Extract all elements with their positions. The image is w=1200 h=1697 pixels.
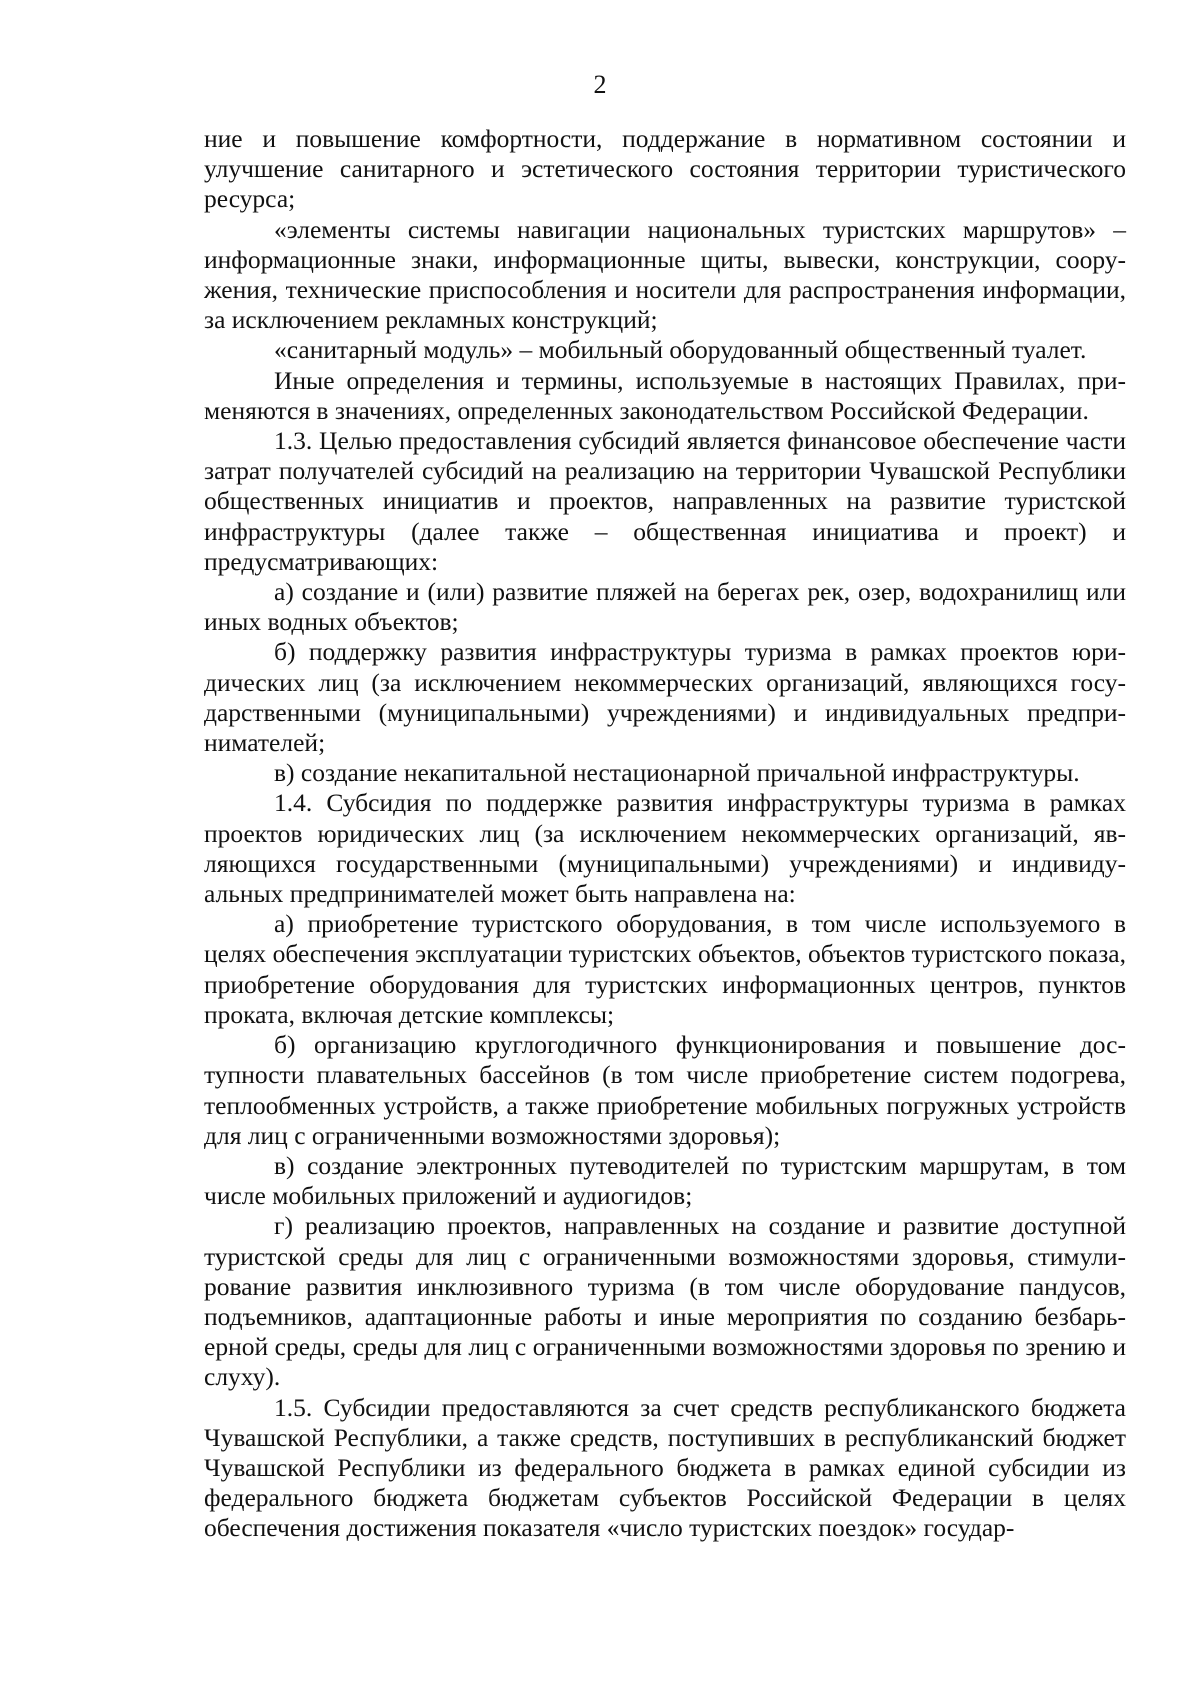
paragraph-14: 1.5. Субсидии предоставляются за счет средств республиканского бюджета Чувашской Республики, а также средств, поступивших в республиканский бюджет Чувашской Республики из федерального бюджета в рамках единой субсидии из федерального бюджета бюджетам субъектов Российской Федерации в целях обеспечения достижения показателя «число туристских поездок» государ- [204,1392,1126,1543]
paragraph-1: ние и повышение комфортности, поддержание в нормативном состоянии и улучшение санитарного и эстетического состояния территории туристического ресурса; [204,124,1126,214]
paragraph-7: б) поддержку развития инфраструктуры туризма в рамках проектов юридических лиц (за исключением некоммерческих организаций, являющихся государственными (муниципальными) учреждениями) и индивидуальных предпринимателей; [204,637,1126,758]
paragraph-8: в) создание некапитальной нестационарной причальной инфраструктуры. [274,758,1080,788]
paragraph-6: а) создание и (или) развитие пляжей на берегах рек, озер, водохранилищ или иных водных объектов; [204,577,1126,637]
paragraph-13: г) реализацию проектов, направленных на создание и развитие доступной туристской среды для лиц с ограниченными возможностями здоровья, стимулирование развития инклюзивного туризма (в том числе оборудование пандусов, подъемников, адаптационные работы и иные мероприятия по созданию безбарьерной среды, среды для лиц с ограниченными возможностями здоровья по зрению и слуху). [204,1211,1126,1392]
document-body [204,124,1126,1544]
paragraph-2: «элементы системы навигации национальных туристских маршрутов» – информационные знаки, информационные щиты, вывески, конструкции, сооружения, технические приспособления и носители для распространения информации, за исключением рекламных конструкций; [204,214,1126,335]
paragraph-10: а) приобретение туристского оборудования, в том числе используемого в целях обеспечения эксплуатации туристских объектов, объектов туристского показа, приобретение оборудования для туристских информационных центров, пунктов проката, включая детские комплексы; [204,909,1126,1029]
paragraph-12: в) создание электронных путеводителей по туристским маршрутам, в том числе мобильных приложений и аудиогидов; [204,1150,1126,1211]
page-number: 2 [593,70,607,99]
paragraph-11: б) организацию круглогодичного функционирования и повышение доступности плавательных бассейнов (в том числе приобретение систем подогрева, теплообменных устройств, а также приобретение мобильных погружных устройств для лиц с ограниченными возможностями здоровья); [204,1030,1126,1150]
paragraph-5: 1.3. Целью предоставления субсидий является финансовое обеспечение части затрат получателей субсидий на реализацию на территории Чувашской Республики общественных инициатив и проектов, направленных на развитие туристской инфраструктуры (далее также – общественная инициатива и проект) и предусматривающих: [204,426,1126,576]
paragraph-9: 1.4. Субсидия по поддержке развития инфраструктуры туризма в рамках проектов юридических лиц (за исключением некоммерческих организаций, являющихся государственными (муниципальными) учреждениями) и индивидуальных предпринимателей может быть направлена на: [204,788,1126,909]
paragraph-4: Иные определения и термины, используемые в настоящих Правилах, применяются в значениях, определенных законодательством Российской Федерации. [204,365,1126,425]
paragraph-3: «санитарный модуль» – мобильный оборудованный общественный туалет. [274,335,1087,365]
